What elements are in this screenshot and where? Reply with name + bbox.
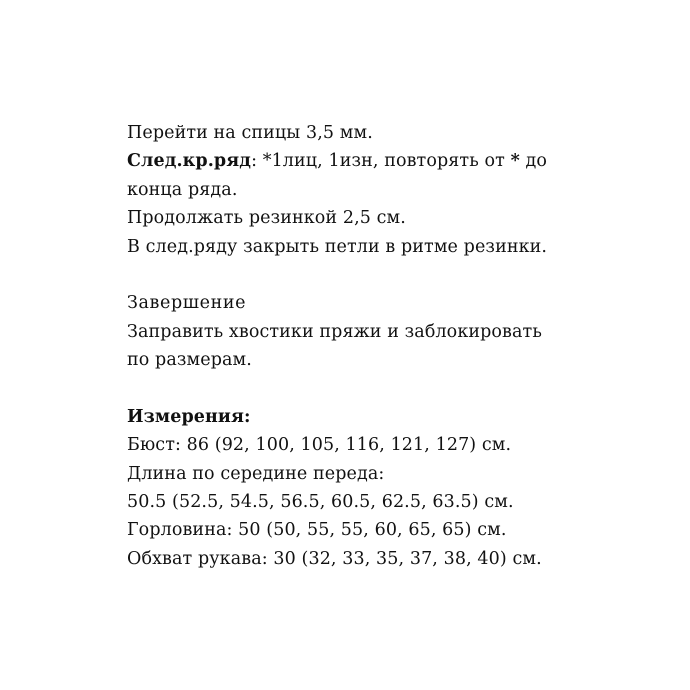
paragraph-gap — [127, 375, 667, 403]
next-row-text-end: до — [519, 151, 548, 172]
next-row-label: След.кр.ряд — [127, 151, 252, 172]
repeat-star: * — [510, 151, 520, 172]
front-length-values: 50.5 (52.5, 54.5, 56.5, 60.5, 62.5, 63.5) см. — [127, 492, 514, 513]
measurements-heading: Измерения: — [127, 406, 251, 427]
next-row-text: : *1лиц, 1изн, повторять от — [251, 151, 511, 172]
sleeve-circumference: Обхват рукава: 30 (32, 33, 35, 37, 38, 40) см. — [127, 548, 542, 569]
front-length-label: Длина по середине переда: — [127, 463, 385, 484]
next-row-continuation: конца ряда. — [127, 179, 238, 200]
bind-off-instruction: В след.ряду закрыть петли в ритме резинки. — [127, 236, 548, 257]
finishing-heading: Завершение — [127, 293, 247, 314]
finishing-text-continuation: по размерам. — [127, 350, 252, 371]
ribbing-instruction: Продолжать резинкой 2,5 см. — [127, 208, 406, 229]
neckline-measurement: Горловина: 50 (50, 55, 55, 60, 65, 65) см. — [127, 520, 507, 541]
needle-instruction: Перейти на спицы 3,5 мм. — [127, 123, 373, 143]
bust-measurement: Бюст: 86 (92, 100, 105, 116, 121, 127) см. — [127, 435, 512, 456]
next-row-instruction — [127, 147, 667, 175]
pattern-text — [127, 119, 667, 573]
finishing-text: Заправить хвостики пряжи и заблокировать — [127, 321, 542, 342]
paragraph-gap — [127, 261, 667, 289]
